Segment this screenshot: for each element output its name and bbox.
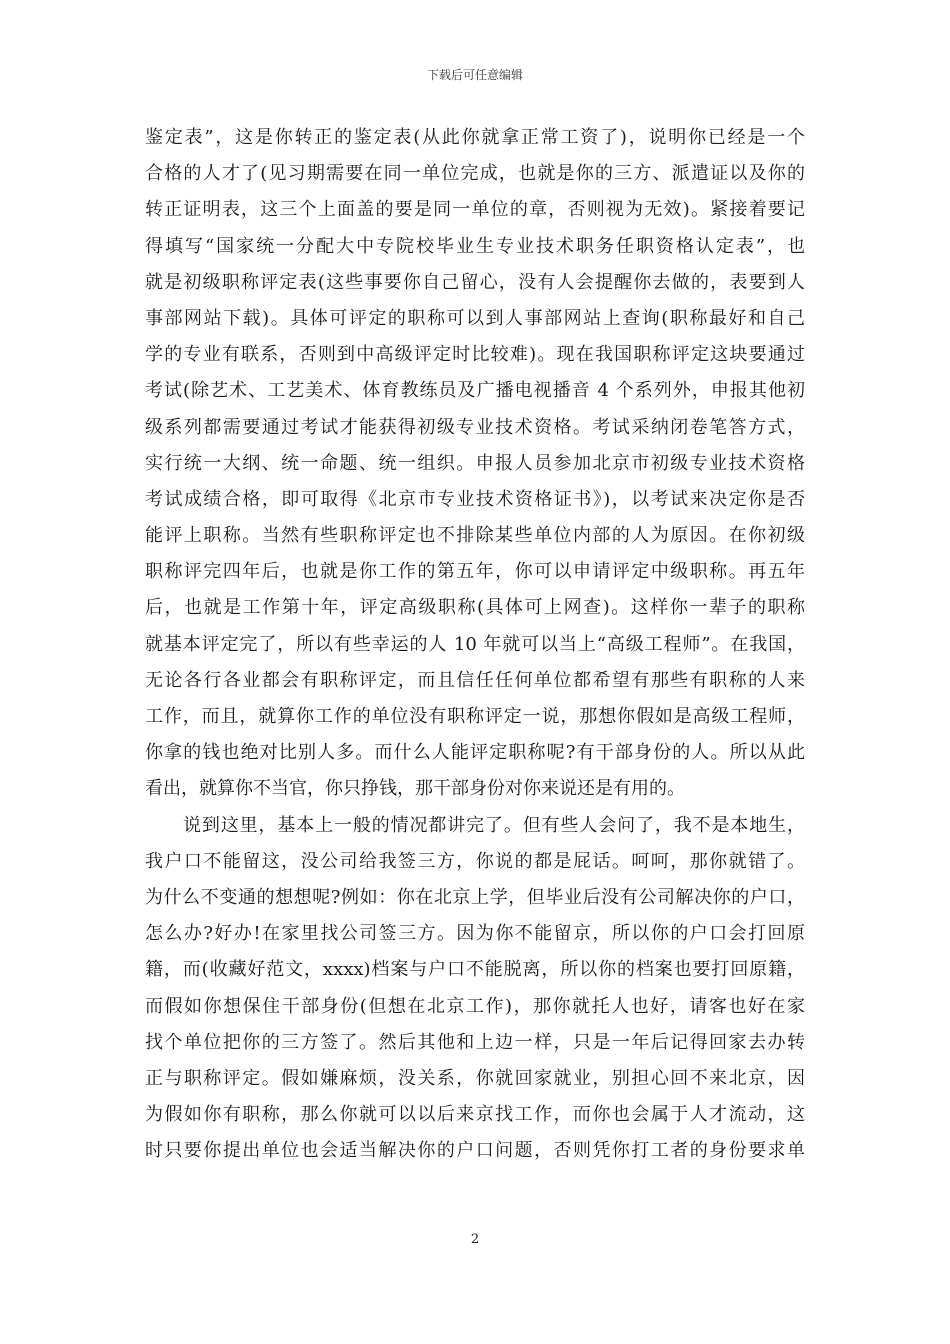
text-line: 职称评完四年后，也就是你工作的第五年，你可以申请评定中级职称。再五年 [145, 561, 805, 583]
text-line: 考试(除艺术、工艺美术、体育教练员及广播电视播音 4 个系列外，申报其他初 [145, 380, 805, 402]
text-line: 得填写“国家统一分配大中专院校毕业生专业技术职务任职资格认定表”，也 [145, 235, 805, 257]
text-line: 就是初级职称评定表(这些事要你自己留心，没有人会提醒你去做的，表要到人 [145, 271, 805, 293]
text-line: 后，也就是工作第十年，评定高级职称(具体可上网查)。这样你一辈子的职称 [145, 597, 805, 619]
text-line: 考试成绩合格，即可取得《北京市专业技术资格证书》)，以考试来决定你是否 [145, 488, 805, 510]
text-line: 为假如你有职称，那么你就可以以后来京找工作，而你也会属于人才流动，这 [145, 1104, 805, 1126]
text-line: 看出，就算你不当官，你只挣钱，那干部身份对你来说还是有用的。 [145, 778, 685, 800]
text-line: 而假如你想保住干部身份(但想在北京工作)，那你就托人也好，请客也好在家 [145, 995, 805, 1017]
document-body [145, 120, 805, 1169]
paragraph-1 [145, 120, 805, 808]
text-line: 为什么不变通的想想呢?例如：你在北京上学，但毕业后没有公司解决你的户口， [145, 886, 805, 908]
text-line: 你拿的钱也绝对比别人多。而什么人能评定职称呢?有干部身份的人。所以从此 [145, 742, 805, 764]
text-line: 就基本评定完了，所以有些幸运的人 10 年就可以当上“高级工程师”。在我国， [145, 633, 805, 655]
text-line: 时只要你提出单位也会适当解决你的户口问题，否则凭你打工者的身份要求单 [145, 1140, 805, 1162]
paragraph-2 [145, 808, 805, 1170]
text-line: 能评上职称。当然有些职称评定也不排除某些单位内部的人为原因。在你初级 [145, 525, 805, 547]
text-line: 鉴定表”，这是你转正的鉴定表(从此你就拿正常工资了)，说明你已经是一个 [145, 127, 805, 148]
text-line: 事部网站下载)。具体可评定的职称可以到人事部网站上查询(职称最好和自己 [145, 307, 805, 329]
text-line: 合格的人才了(见习期需要在同一单位完成，也就是你的三方、派遣证以及你的 [145, 163, 805, 185]
text-line: 工作，而且，就算你工作的单位没有职称评定一说，那想你假如是高级工程师， [145, 706, 805, 727]
text-line: 学的专业有联系，否则到中高级评定时比较难)。现在我国职称评定这块要通过 [145, 344, 805, 366]
text-line: 说到这里，基本上一般的情况都讲完了。但有些人会问了，我不是本地生， [183, 814, 805, 836]
page-header: 下载后可任意编辑 [426, 68, 523, 82]
text-line: 级系列都需要通过考试才能获得初级专业技术资格。考试采纳闭卷笔答方式， [145, 416, 805, 438]
text-line: 找个单位把你的三方签了。然后其他和上边一样，只是一年后记得回家去办转 [145, 1031, 805, 1053]
text-line: 我户口不能留这，没公司给我签三方，你说的都是屁话。呵呵，那你就错了。 [145, 850, 805, 872]
text-line: 籍，而(收藏好范文，xxxx)档案与户口不能脱离，所以你的档案也要打回原籍， [145, 959, 805, 981]
text-line: 转正证明表，这三个上面盖的要是同一单位的章，否则视为无效)。紧接着要记 [145, 199, 805, 221]
text-line: 正与职称评定。假如嫌麻烦，没关系，你就回家就业，别担心回不来北京，因 [145, 1067, 805, 1089]
text-line: 无论各行各业都会有职称评定，而且信任任何单位都希望有那些有职称的人来 [145, 669, 805, 691]
page-number: 2 [470, 1232, 480, 1247]
text-line: 怎么办?好办!在家里找公司签三方。因为你不能留京，所以你的户口会打回原 [145, 923, 805, 945]
text-line: 实行统一大纲、统一命题、统一组织。申报人员参加北京市初级专业技术资格 [145, 452, 805, 474]
